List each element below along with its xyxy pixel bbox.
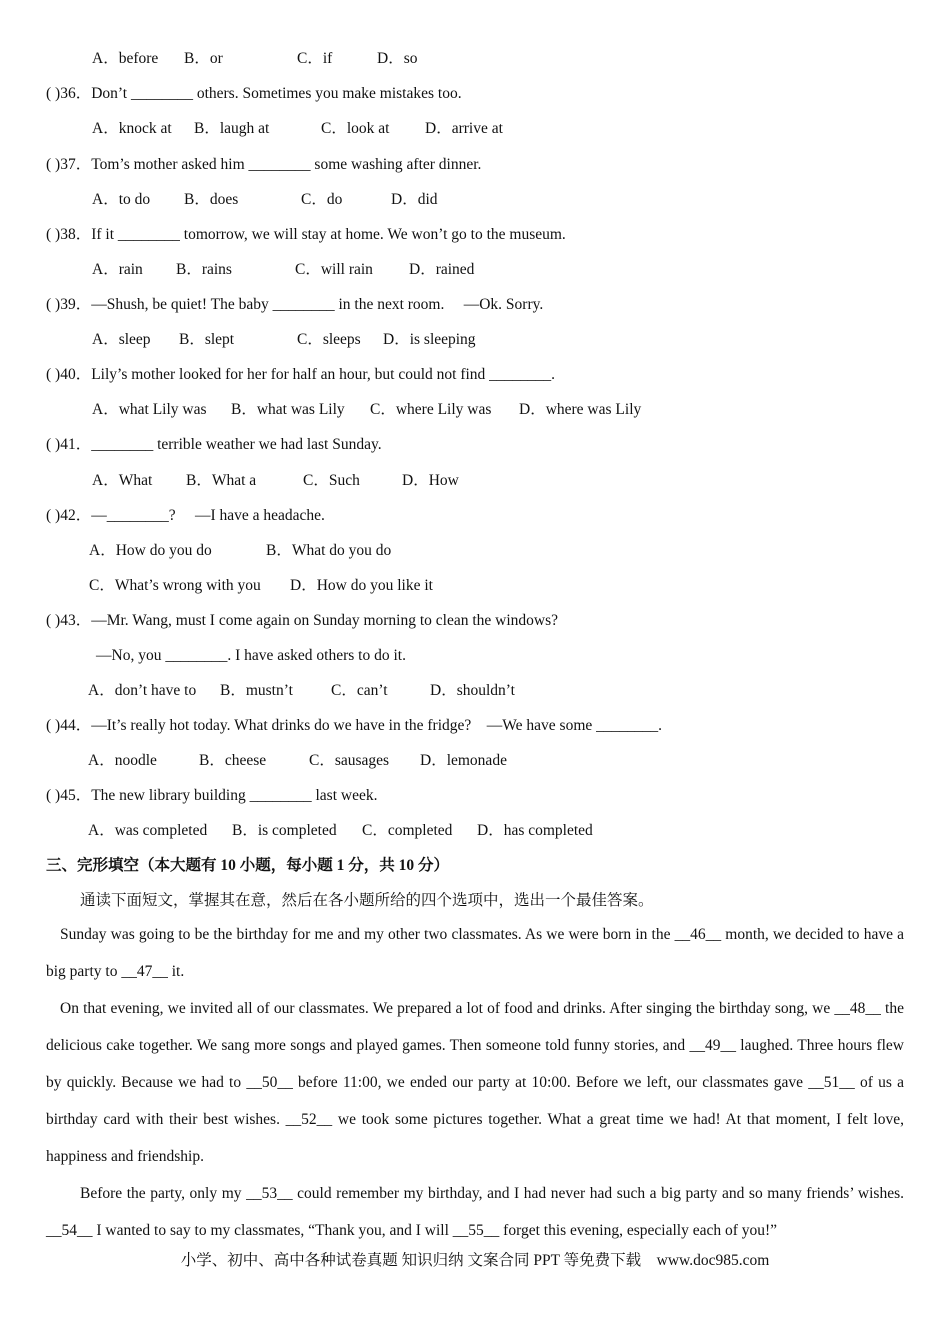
option: B．What a (186, 472, 257, 489)
option: A．rain (92, 261, 143, 278)
option: D．is sleeping (383, 331, 476, 348)
option: B．does (184, 191, 239, 208)
question-42-options-row1 (89, 541, 391, 561)
option: C．What’s wrong with you (89, 577, 261, 594)
option: C．do (301, 191, 343, 208)
option: C．completed (362, 822, 453, 839)
option: A．sleep (92, 331, 151, 348)
question-42-stem: ( )42．—________? —I have a headache. (46, 507, 325, 524)
question-44-stem: ( )44．—It’s really hot today. What drinks do we have in the fridge? —We have some ________. (46, 717, 663, 734)
option: C．sausages (309, 752, 390, 769)
option: C．Such (303, 472, 360, 489)
option: A．noodle (88, 752, 157, 769)
option: A．was completed (88, 822, 208, 839)
option: D．How (402, 472, 459, 489)
question-40-stem: ( )40．Lily’s mother looked for her for half an hour, but could not find ________. (46, 366, 556, 383)
option: D．rained (409, 261, 475, 278)
option: A．to do (92, 191, 151, 208)
passage-paragraph: Before the party, only my __53__ could remember my birthday, and I had never had such a big party and so many friends’ wishes. __54__ I wanted to say to my classmates, “Thank you, and I will __55__ forget this evening, especially each of you!” (46, 1185, 904, 1239)
question-43-options (88, 681, 515, 701)
passage (46, 916, 904, 1249)
question-37-stem: ( )37．Tom’s mother asked him ________ some washing after dinner. (46, 156, 482, 173)
section-instruction: 通读下面短文，掌握其在意，然后在各小题所给的四个选项中，选出一个最佳答案。 (80, 892, 654, 909)
question-45-options (88, 821, 593, 841)
question-38-options (92, 260, 474, 280)
option: C．can’t (331, 682, 388, 699)
question-36-options (92, 119, 503, 139)
option: C．if (297, 50, 333, 67)
option: B．slept (179, 331, 235, 348)
option: C．will rain (295, 261, 373, 278)
option: D．arrive at (425, 120, 503, 137)
option: A．don’t have to (88, 682, 197, 699)
passage-paragraph: On that evening, we invited all of our classmates. We prepared a lot of food and drinks. After singing the birthday song, we __48__ the delicious cake together. We sang more songs and played games. Then someone told funny stories, and __49__ laughed. Three hours flew by quickly. Because we had to __50__ before 11:00, we ended our party at 10:00. Before we left, our classmates gave __51__ of us a birthday card with their best wishes. __52__ we took some pictures together. What a great time we had! At that moment, I felt love, happiness and friendship. (46, 1000, 904, 1165)
option: B．laugh at (194, 120, 270, 137)
option: D．shouldn’t (430, 682, 515, 699)
question-45-stem: ( )45．The new library building ________ last week. (46, 787, 378, 804)
option: B．What do you do (266, 542, 392, 559)
option: B．mustn’t (220, 682, 293, 699)
page-footer: 小学、初中、高中各种试卷真题 知识归纳 文案合同 PPT 等免费下载 www.doc985.com (180, 1252, 770, 1269)
question-37-options (92, 190, 438, 210)
option: A．What (92, 472, 153, 489)
option: B．what was Lily (231, 401, 345, 418)
option: B．cheese (199, 752, 267, 769)
option: D．where was Lily (519, 401, 642, 418)
option: A．knock at (92, 120, 172, 137)
question-42-options-row2 (89, 576, 433, 596)
option: A．before (92, 50, 159, 67)
option: D．did (391, 191, 438, 208)
question-44-options (88, 751, 507, 771)
q35-options (92, 49, 417, 69)
option: D．so (377, 50, 418, 67)
section-heading: 三、完形填空（本大题有 10 小题，每小题 1 分，共 10 分） (46, 857, 450, 874)
question-41-options (92, 471, 459, 491)
option: B．or (184, 50, 223, 67)
option: C．look at (321, 120, 390, 137)
question-36-stem: ( )36．Don’t ________ others. Sometimes you make mistakes too. (46, 85, 462, 102)
question-39-options (92, 330, 476, 350)
option: C．where Lily was (370, 401, 492, 418)
question-41-stem: ( )41．________ terrible weather we had last Sunday. (46, 436, 382, 453)
option: C．sleeps (297, 331, 361, 348)
option: B．is completed (232, 822, 337, 839)
question-38-stem: ( )38．If it ________ tomorrow, we will stay at home. We won’t go to the museum. (46, 226, 566, 243)
option: D．lemonade (420, 752, 507, 769)
option: A．How do you do (89, 542, 212, 559)
question-40-options (92, 400, 641, 420)
option: A．what Lily was (92, 401, 207, 418)
option: B．rains (176, 261, 232, 278)
question-43-stem-reply: —No, you ________. I have asked others to do it. (96, 647, 406, 664)
question-43-stem: ( )43．—Mr. Wang, must I come again on Sunday morning to clean the windows? (46, 612, 559, 629)
passage-paragraph: Sunday was going to be the birthday for me and my other two classmates. As we were born in the __46__ month, we decided to have a big party to __47__ it. (46, 926, 904, 980)
question-39-stem: ( )39．—Shush, be quiet! The baby ________ in the next room. —Ok. Sorry. (46, 296, 544, 313)
option: D．How do you like it (290, 577, 433, 594)
option: D．has completed (477, 822, 593, 839)
